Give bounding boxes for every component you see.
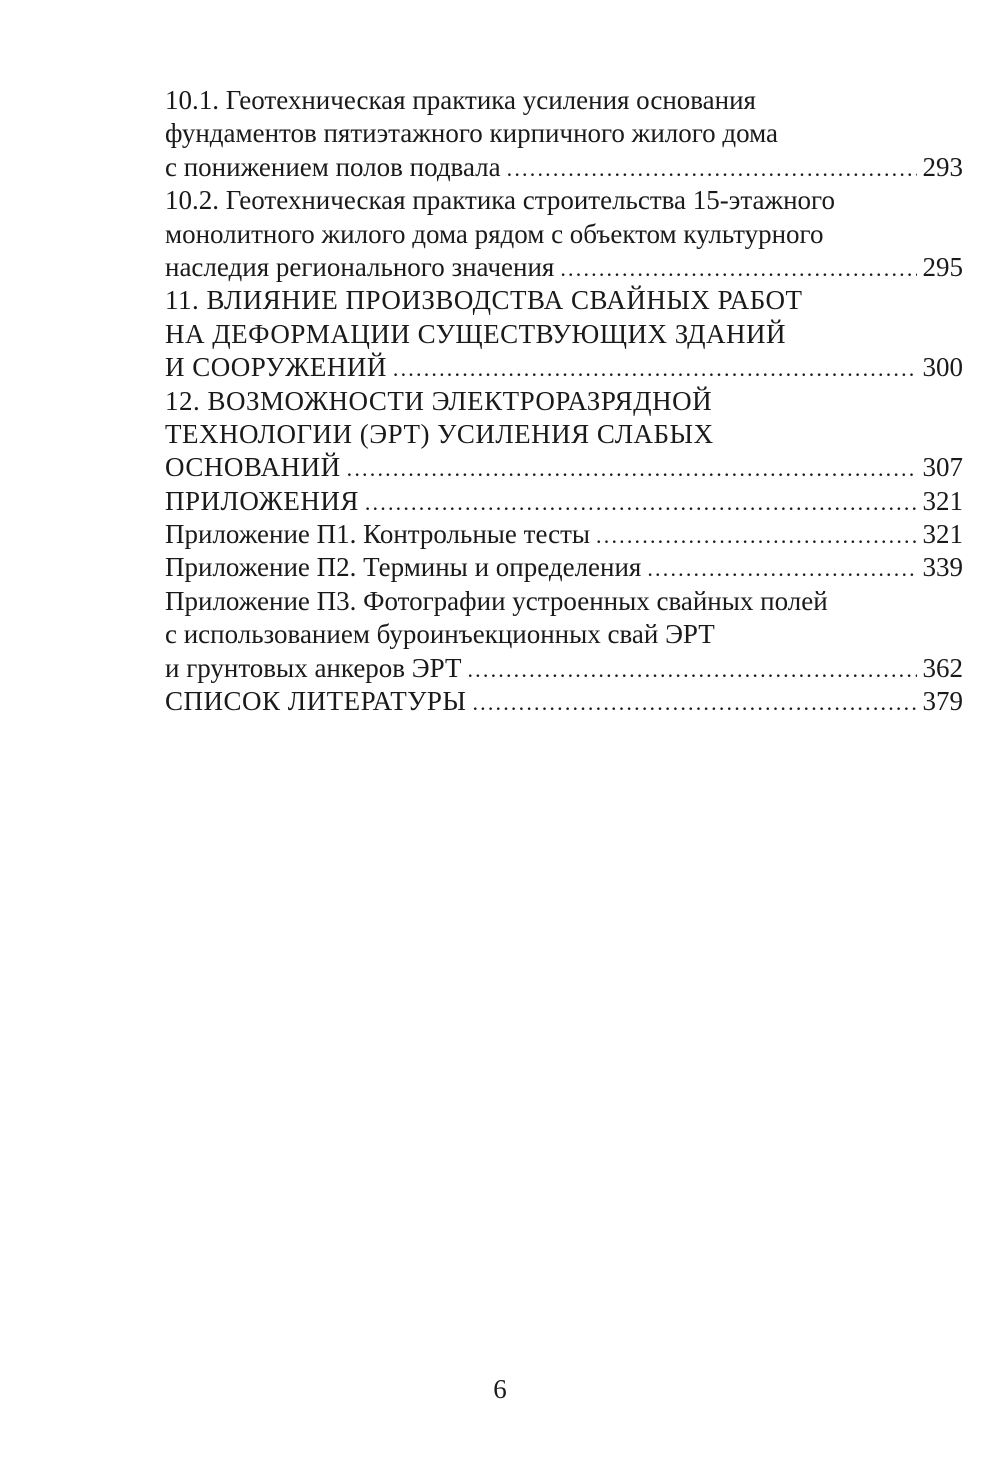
table-of-contents — [165, 84, 963, 718]
page-number: 6 — [493, 1374, 507, 1404]
toc-page-number: 379 — [922, 686, 963, 717]
toc-entry-title-end: ПРИЛОЖЕНИЯ — [165, 485, 359, 516]
toc-entry-title-end: СПИСОК ЛИТЕРАТУРЫ — [165, 686, 467, 717]
toc-entry-appendix-p2[interactable] — [165, 551, 963, 584]
toc-page-number: 307 — [922, 452, 963, 483]
toc-entry-line: фундаментов пятиэтажного кирпичного жилого дома — [165, 118, 779, 149]
toc-entry-last-line — [165, 485, 963, 518]
toc-entry-last-line — [165, 652, 963, 685]
toc-entry-10-2[interactable] — [165, 184, 963, 284]
toc-page-number: 293 — [922, 151, 963, 182]
toc-entry-appendix-p1[interactable] — [165, 518, 963, 551]
toc-entry-line: НА ДЕФОРМАЦИИ СУЩЕСТВУЮЩИХ ЗДАНИЙ — [165, 318, 787, 349]
dot-leader — [560, 252, 916, 284]
toc-page-number: 362 — [922, 652, 963, 683]
toc-page-number: 295 — [922, 251, 963, 282]
toc-entry-title-end: ОСНОВАНИЙ — [165, 452, 341, 483]
dot-leader — [647, 552, 916, 584]
dot-leader — [507, 152, 917, 184]
toc-entry-line: монолитного жилого дома рядом с объектом культурного — [165, 218, 824, 249]
toc-page-number: 339 — [922, 552, 963, 583]
toc-entry-last-line — [165, 518, 963, 551]
toc-entry-11[interactable] — [165, 284, 963, 384]
toc-entry-line: 12. ВОЗМОЖНОСТИ ЭЛЕКТРОРАЗРЯДНОЙ — [165, 385, 713, 416]
toc-entry-references[interactable] — [165, 685, 963, 718]
toc-entry-title-end: Приложение П2. Термины и определения — [165, 552, 642, 583]
toc-entry-line: Приложение П3. Фотографии устроенных свайных полей — [165, 585, 828, 616]
toc-entry-last-line — [165, 251, 963, 284]
toc-entry-10-1[interactable] — [165, 84, 963, 184]
toc-page-number: 321 — [922, 519, 963, 550]
dot-leader — [596, 519, 916, 551]
toc-entry-last-line — [165, 685, 963, 718]
toc-entry-title-end: И СООРУЖЕНИЙ — [165, 352, 387, 383]
toc-page-number: 300 — [922, 352, 963, 383]
toc-entry-appendices[interactable] — [165, 485, 963, 518]
toc-entry-last-line — [165, 151, 963, 184]
toc-entry-line: 10.2. Геотехническая практика строительства 15-этажного — [165, 185, 835, 216]
dot-leader — [472, 686, 916, 718]
dot-leader — [467, 653, 916, 685]
toc-entry-appendix-p3[interactable] — [165, 585, 963, 685]
dot-leader — [365, 486, 917, 518]
toc-entry-title-end: Приложение П1. Контрольные тесты — [165, 519, 591, 550]
toc-entry-line: 11. ВЛИЯНИЕ ПРОИЗВОДСТВА СВАЙНЫХ РАБОТ — [165, 285, 803, 316]
toc-entry-title-end: с понижением полов подвала — [165, 151, 501, 182]
toc-entry-last-line — [165, 351, 963, 384]
toc-entry-last-line — [165, 551, 963, 584]
toc-entry-last-line — [165, 451, 963, 484]
toc-entry-line: 10.1. Геотехническая практика усиления основания — [165, 85, 756, 115]
toc-entry-12[interactable] — [165, 385, 963, 485]
dot-leader — [393, 352, 917, 384]
toc-entry-title-end: и грунтовых анкеров ЭРТ — [165, 652, 462, 683]
toc-page-number: 321 — [922, 485, 963, 516]
dot-leader — [347, 452, 917, 484]
toc-entry-line: с использованием буроинъекционных свай ЭРТ — [165, 619, 715, 650]
toc-entry-title-end: наследия регионального значения — [165, 251, 555, 282]
toc-entry-line: ТЕХНОЛОГИИ (ЭРТ) УСИЛЕНИЯ СЛАБЫХ — [165, 418, 714, 449]
